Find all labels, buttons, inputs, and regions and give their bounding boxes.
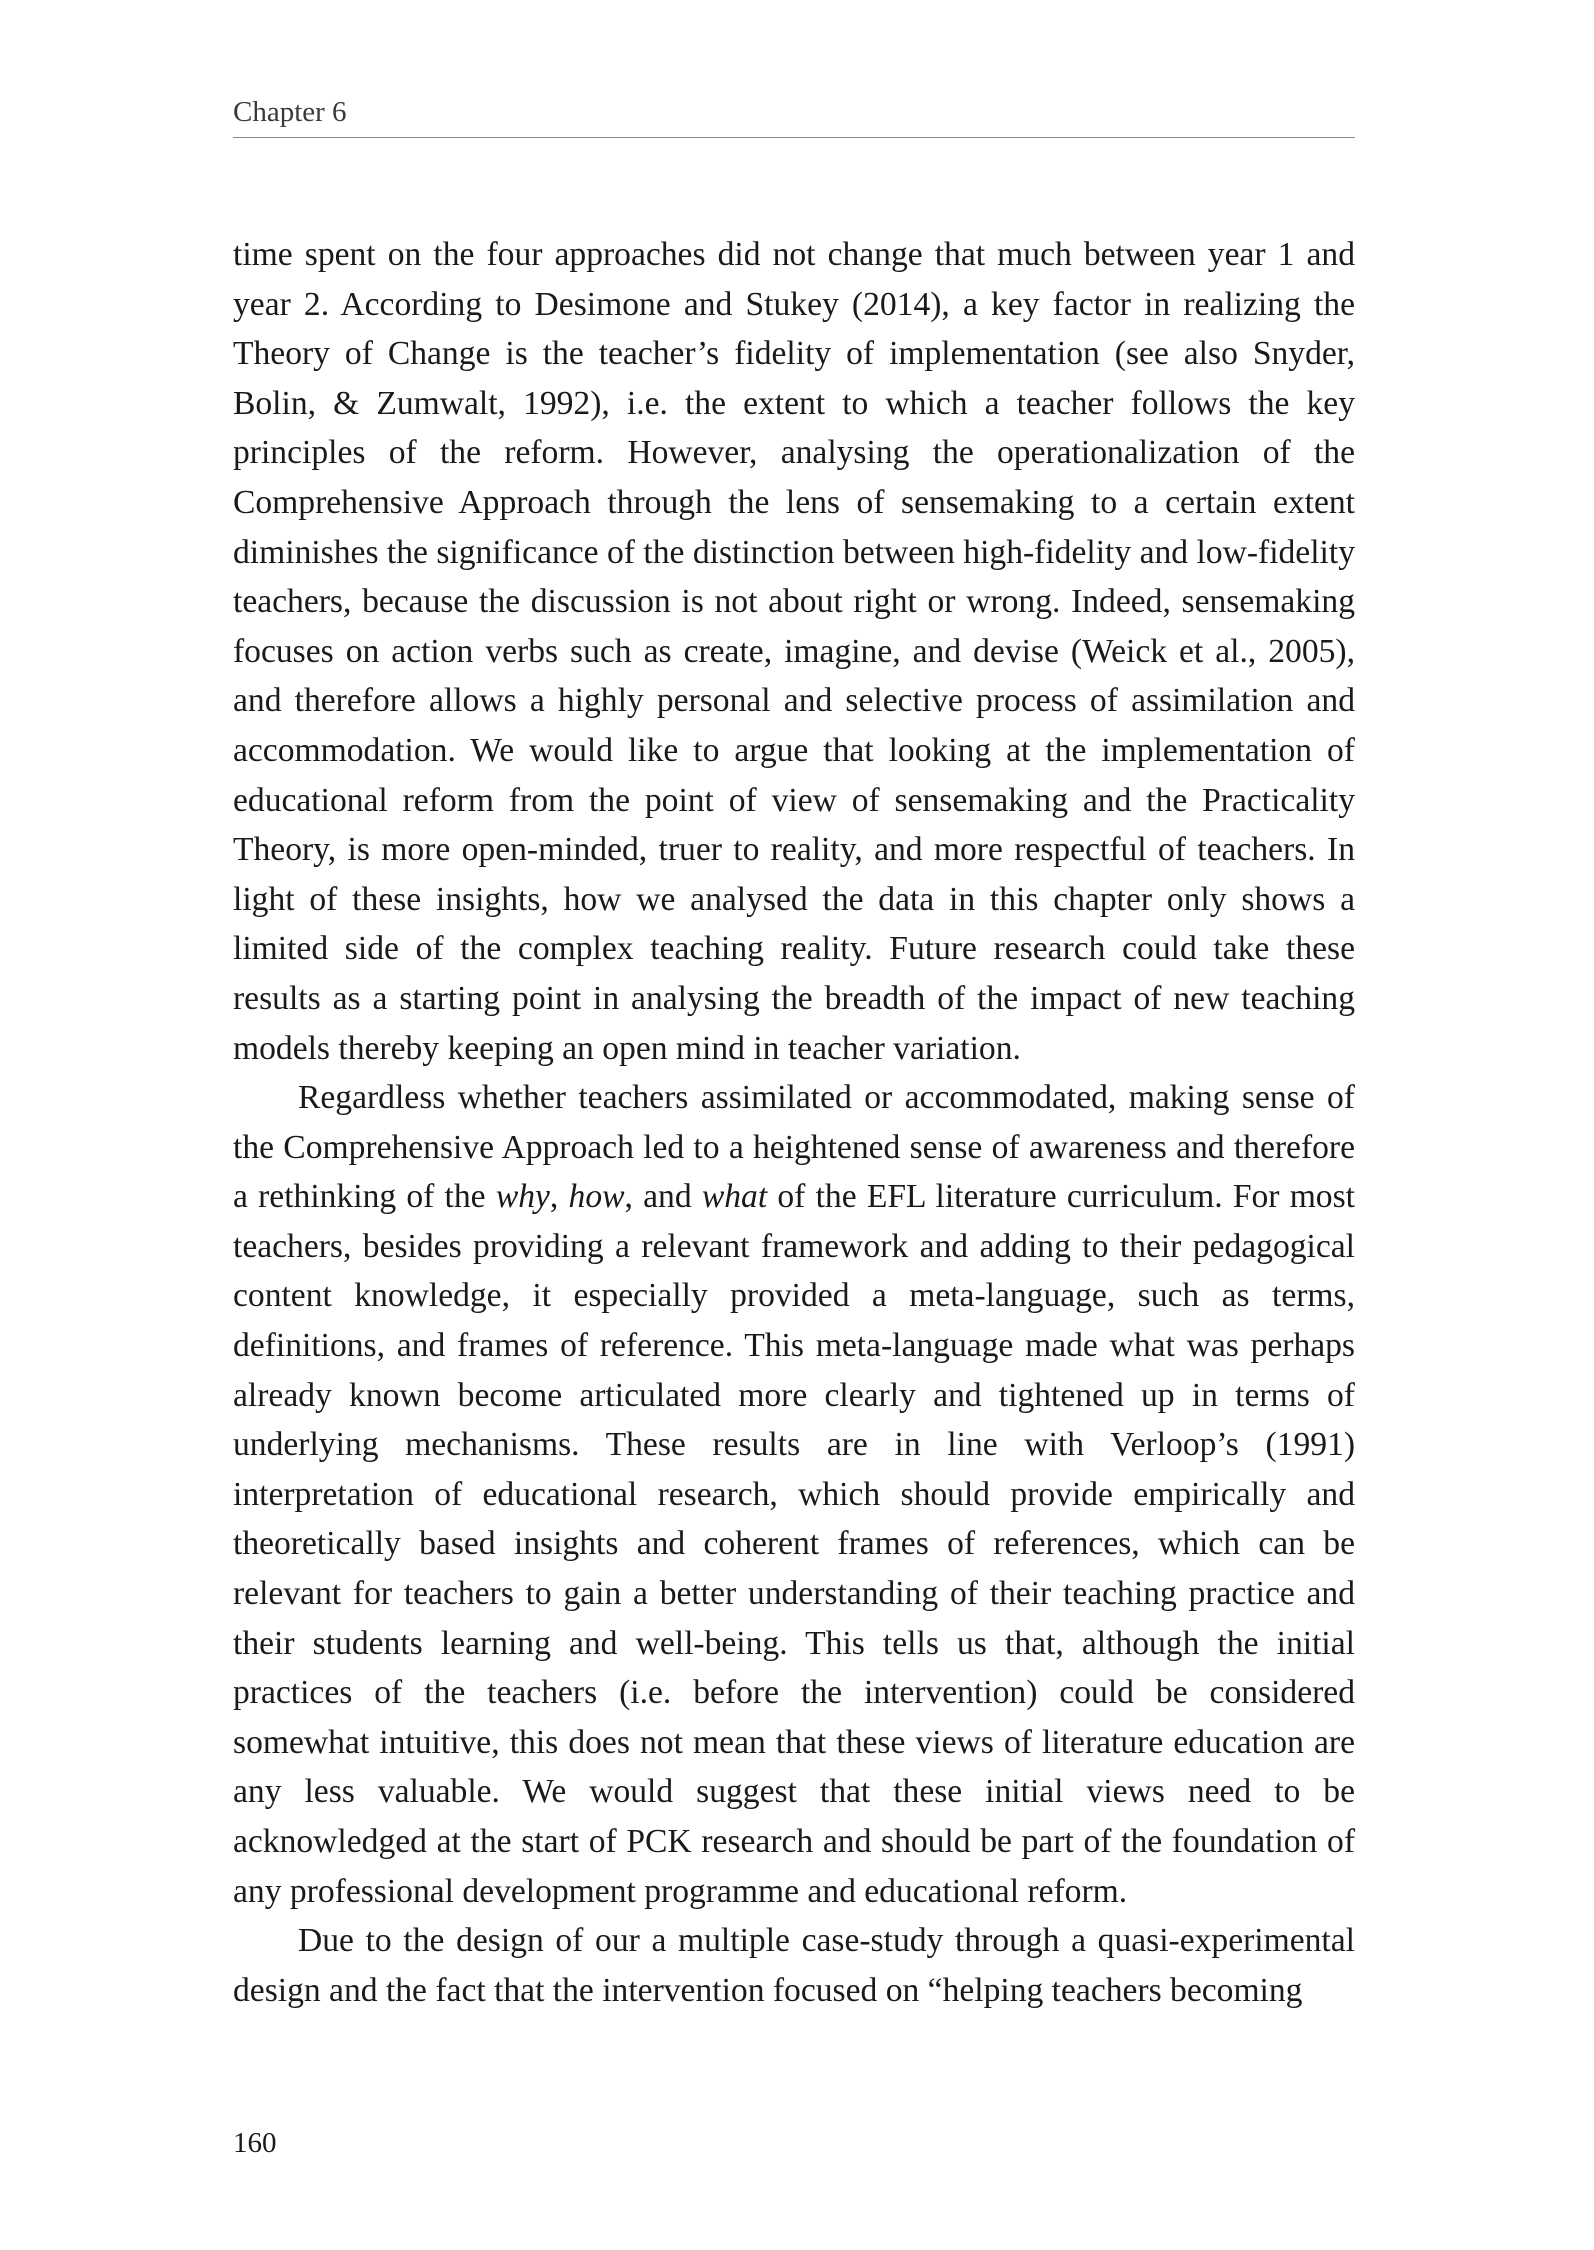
separator: ,	[549, 1178, 569, 1216]
separator: , and	[624, 1178, 702, 1216]
paragraph-2-text-b: of the EFL literature curriculum. For most teachers, besides providing a relevant framework and adding to their pedagogical content knowledge, it especially provided a meta-language, such as terms, definitions, and frames of reference. This meta-language made what was perhaps already known become articulated more clearly and tightened up in terms of underlying mechanisms. These results are in line with Verloop’s (1991) interpretation of educational research, which should provide empirically and theoretically based insights and coherent frames of references, which can be relevant for teachers to gain a better understanding of their teaching practice and their students learning and well-being. This tells us that, although the initial practices of the teachers (i.e. before the intervention) could be considered somewhat intuitive, this does not mean that these views of literature education are any less valuable. We would suggest that these initial views need to be acknowledged at the start of PCK research and should be part of the foundation of any professional development programme and educational reform.	[233, 1178, 1355, 1910]
header-rule	[233, 137, 1355, 138]
emphasis-what: what	[701, 1178, 768, 1216]
page-number: 160	[233, 2127, 277, 2159]
emphasis-how: how	[568, 1178, 625, 1216]
paragraph-3: Due to the design of our a multiple case-study through a quasi-experimental design and the fact that the intervention focused on “helping teachers becoming	[233, 1922, 1355, 2009]
running-header: Chapter 6	[233, 96, 347, 128]
paragraph-2	[233, 1073, 1355, 1916]
paragraph-1: time spent on the four approaches did not change that much between year 1 and year 2. According to Desimone and Stukey (2014), a key factor in realizing the Theory of Change is the teacher’s fidelity of implementation (see also Snyder, Bolin, & Zumwalt, 1992), i.e. the extent to which a teacher follows the key principles of the reform. However, analysing the operationalization of the Comprehensive Approach through the lens of sensemaking to a certain extent diminishes the significance of the distinction between high-fidelity and low-fidelity teachers, because the discussion is not about right or wrong. Indeed, sensemaking focuses on action verbs such as create, imagine, and devise (Weick et al., 2005), and therefore allows a highly personal and selective process of assimilation and accommodation. We would like to argue that looking at the implementation of educational reform from the point of view of sensemaking and the Practicality Theory, is more open-minded, truer to reality, and more respectful of teachers. In light of these insights, how we analysed the data in this chapter only shows a limited side of the complex teaching reality. Future research could take these results as a starting point in analysing the breadth of the impact of new teaching models thereby keeping an open mind in teacher variation.	[233, 236, 1355, 1067]
body-text	[233, 230, 1355, 2015]
paragraph-2-text-a: Regardless whether teachers assimilated or accommodated, making sense of the Comprehensive Approach led to a heightened sense of awareness and therefore a rethinking of the	[233, 1079, 1355, 1216]
emphasis-why: why	[495, 1178, 550, 1216]
